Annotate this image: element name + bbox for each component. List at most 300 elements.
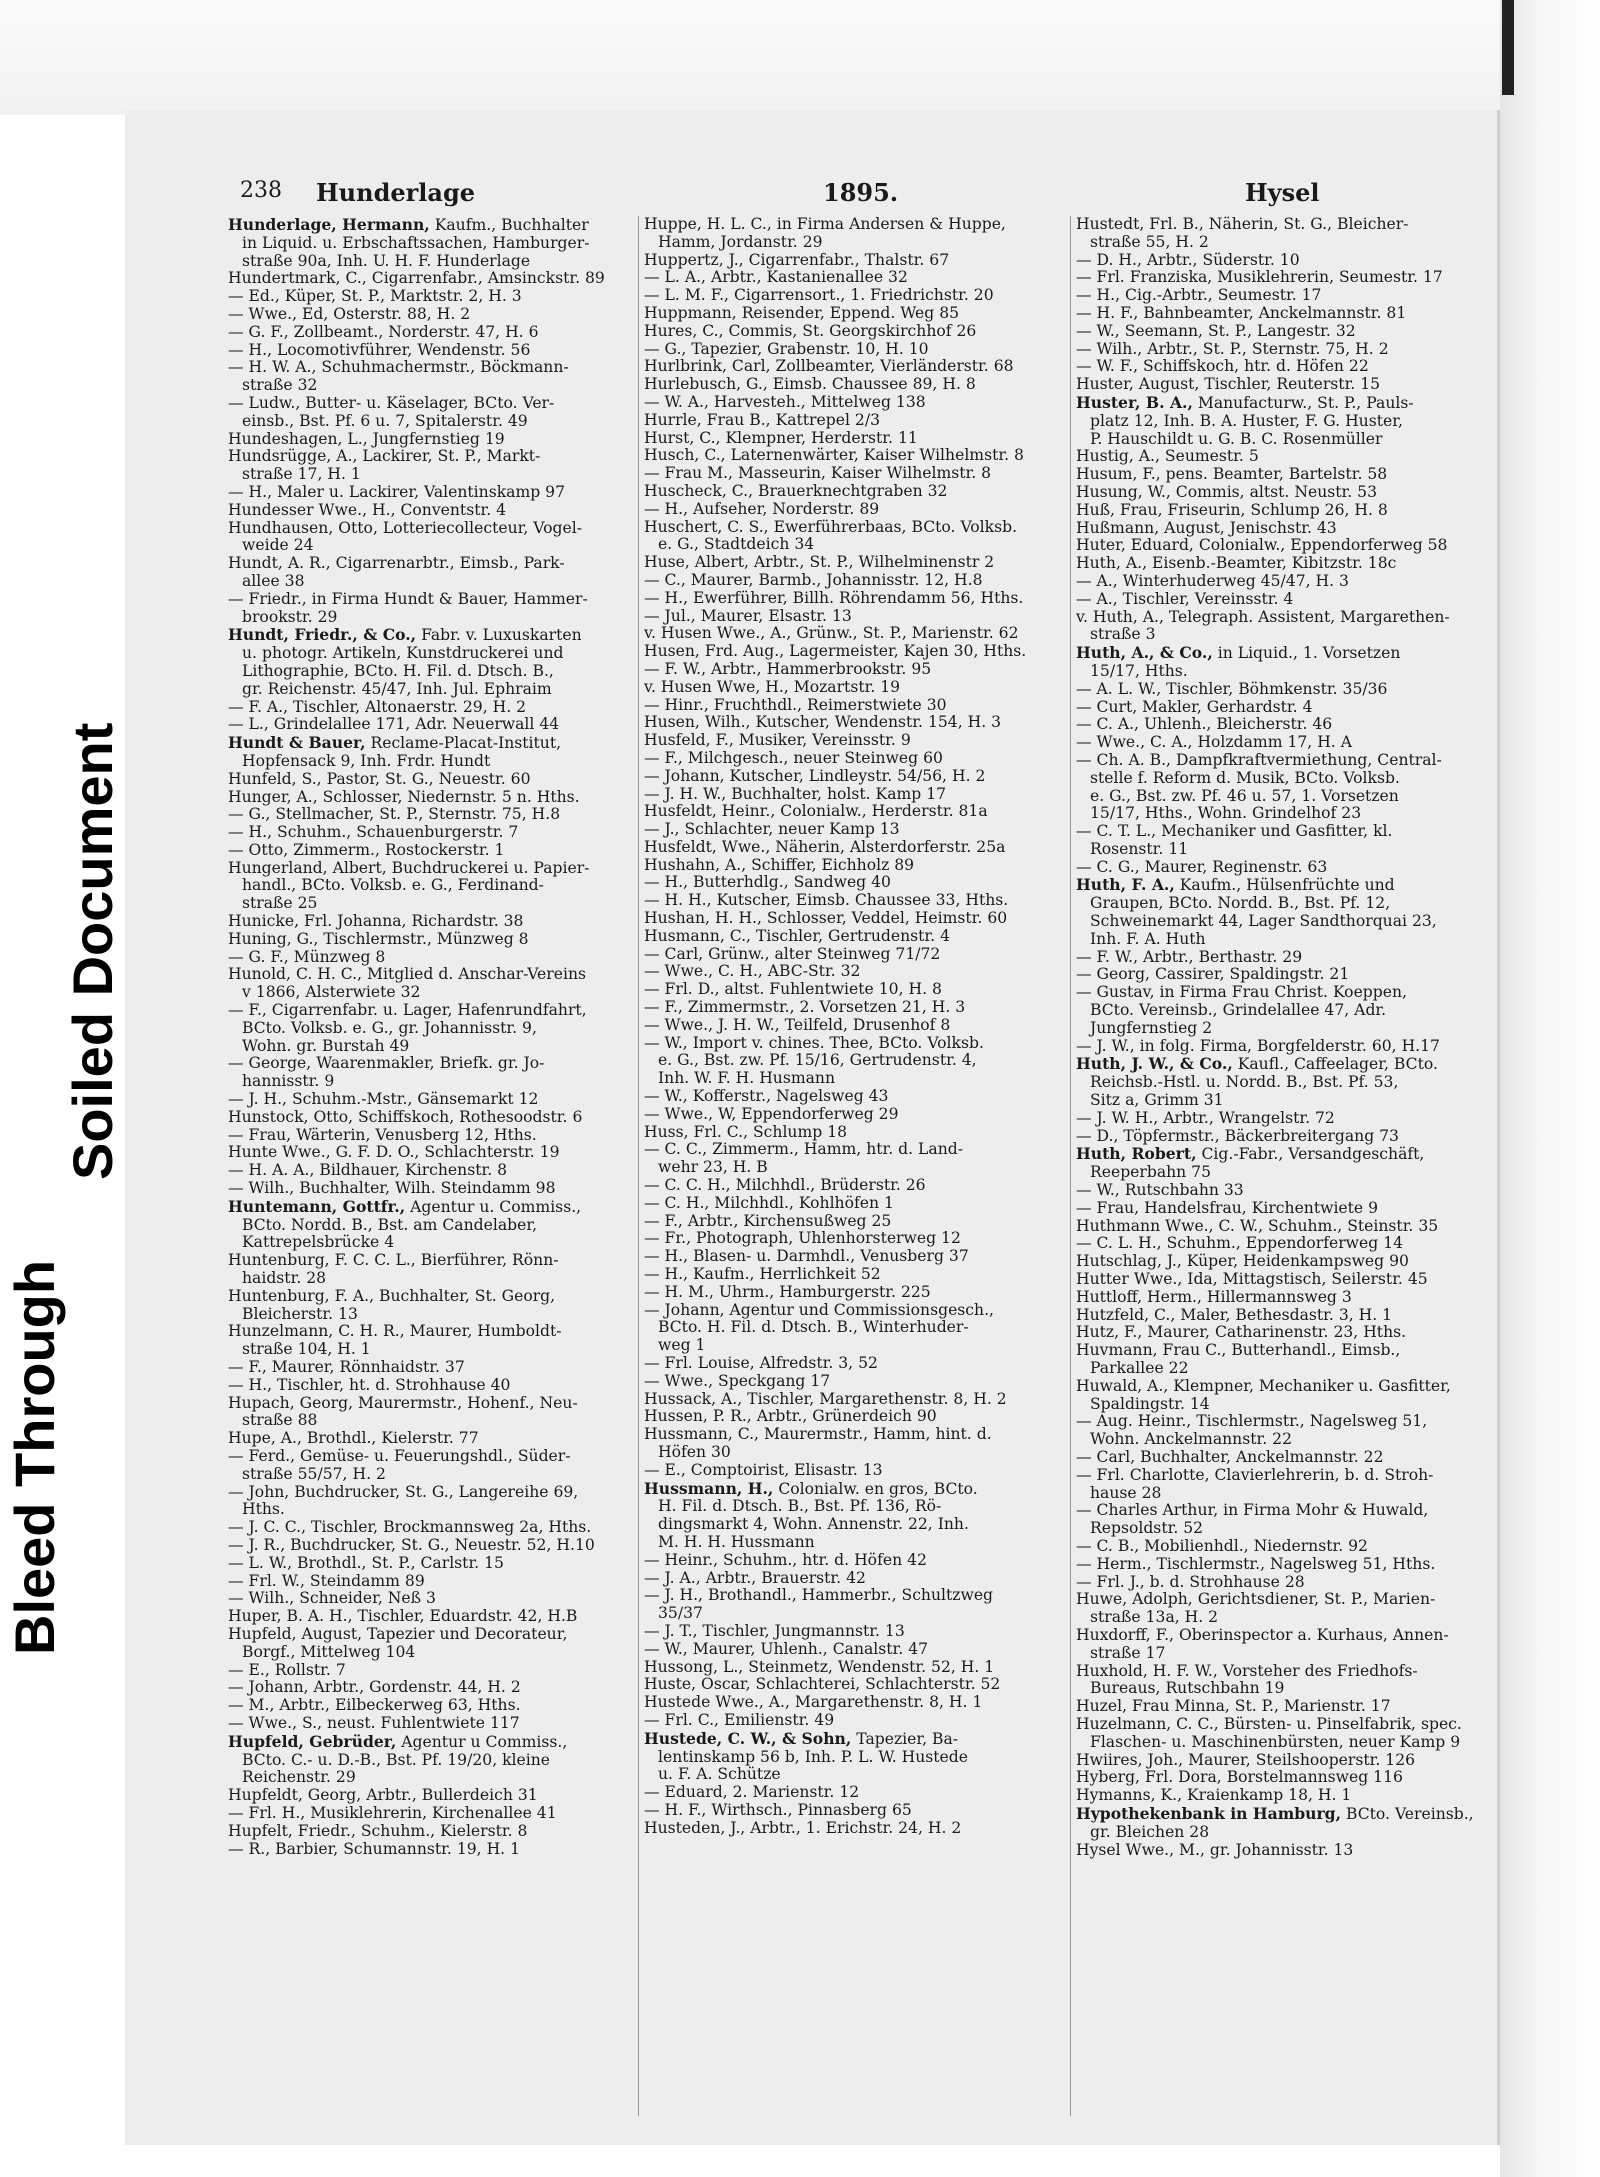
scan-edge-mark bbox=[1502, 0, 1514, 95]
directory-entry bbox=[644, 1587, 1074, 1605]
entry-text: Huxdorff, F., Oberinspector a. Kurhaus, Annen- bbox=[1076, 1626, 1449, 1644]
entry-text: Hamm, Jordanstr. 29 bbox=[658, 233, 823, 251]
entry-text: Hundhausen, Otto, Lotteriecollecteur, Vogel- bbox=[228, 519, 582, 537]
entry-text: — Friedr., in Firma Hundt & Bauer, Hammer- bbox=[228, 590, 588, 608]
directory-entry bbox=[644, 1213, 1074, 1231]
directory-entry bbox=[228, 1055, 658, 1073]
entry-text: — C., Maurer, Barmb., Johannisstr. 12, H.8 bbox=[644, 571, 983, 589]
entry-text: — Georg, Cassirer, Spaldingstr. 21 bbox=[1076, 966, 1350, 984]
directory-entry bbox=[644, 1659, 1074, 1677]
entry-continuation bbox=[644, 1534, 1074, 1552]
entry-continuation bbox=[228, 753, 658, 771]
directory-entry bbox=[228, 1805, 658, 1823]
entry-continuation bbox=[1076, 1734, 1492, 1752]
entry-text: Agentur u Commiss., bbox=[396, 1732, 568, 1751]
directory-entry bbox=[228, 626, 658, 645]
entry-text: Reichenstr. 29 bbox=[242, 1769, 356, 1787]
entry-continuation bbox=[1076, 1360, 1492, 1378]
directory-entry bbox=[644, 732, 1074, 750]
entry-text: Bleicherstr. 13 bbox=[242, 1305, 358, 1323]
directory-entry bbox=[228, 448, 658, 466]
entry-text: — J., Schlachter, neuer Kamp 13 bbox=[644, 821, 900, 839]
entry-text: in Liquid. u. Erbschaftssachen, Hamburger- bbox=[242, 234, 590, 252]
entry-continuation bbox=[1076, 1020, 1492, 1038]
entry-text: Huwe, Adolph, Gerichtsdiener, St. P., Marien- bbox=[1076, 1591, 1436, 1609]
entry-text: weide 24 bbox=[242, 537, 314, 555]
directory-entry bbox=[228, 842, 658, 860]
directory-entry bbox=[644, 857, 1074, 875]
entry-continuation bbox=[1076, 1680, 1492, 1698]
directory-entry bbox=[1076, 216, 1492, 234]
directory-entry bbox=[228, 1288, 658, 1306]
entry-text: — H. H., Kutscher, Eimsb. Chaussee 33, Hths. bbox=[644, 892, 1009, 910]
directory-entry bbox=[1076, 341, 1492, 359]
directory-entry bbox=[644, 697, 1074, 715]
directory-entry bbox=[1076, 1467, 1492, 1485]
entry-text: — C. C. H., Milchhdl., Brüderstr. 26 bbox=[644, 1177, 926, 1195]
entry-text: Colonialw. en gros, BCto. bbox=[773, 1479, 978, 1498]
directory-entry bbox=[228, 1679, 658, 1697]
entry-text: u. photogr. Artikeln, Kunstdruckerei und bbox=[242, 645, 564, 663]
entry-text: gr. Reichenstr. 45/47, Inh. Jul. Ephraim bbox=[242, 680, 552, 698]
entry-text: straße 88 bbox=[242, 1412, 318, 1430]
entry-text: Kattrepelsbrücke 4 bbox=[242, 1234, 395, 1252]
entry-continuation bbox=[644, 1749, 1074, 1767]
entry-text: — D., Töpfermstr., Bäckerbreitergang 73 bbox=[1076, 1127, 1399, 1145]
scan-right-margin bbox=[1500, 0, 1600, 2177]
entry-text: — H., Blasen- u. Darmhdl., Venusberg 37 bbox=[644, 1248, 969, 1266]
entry-text: Tapezier, Ba- bbox=[851, 1729, 959, 1748]
entry-text: haidstr. 28 bbox=[242, 1270, 327, 1288]
entry-text: Hunfeld, S., Pastor, St. G., Neuestr. 60 bbox=[228, 770, 531, 788]
entry-text: Hunte Wwe., G. F. D. O., Schlachterstr. 19 bbox=[228, 1144, 560, 1162]
directory-entry bbox=[1076, 876, 1492, 895]
entry-text: Huning, G., Tischlermstr., Münzweg 8 bbox=[228, 930, 529, 948]
entry-text: straße 90a, Inh. U. H. F. Hunderlage bbox=[242, 252, 531, 270]
entry-continuation bbox=[228, 895, 658, 913]
directory-entry bbox=[644, 323, 1074, 341]
entry-continuation bbox=[228, 1752, 658, 1770]
directory-entry bbox=[228, 359, 658, 377]
entry-text: — Gustav, in Firma Frau Christ. Koeppen, bbox=[1076, 984, 1407, 1002]
entry-text: allee 38 bbox=[242, 572, 305, 590]
entry-text: Hopfensack 9, Inh. Frdr. Hundt bbox=[242, 752, 491, 770]
entry-text: BCto. C.- u. D.-B., Bst. Pf. 19/20, kleine bbox=[242, 1751, 551, 1769]
entry-text: — J. A., Arbtr., Brauerstr. 42 bbox=[644, 1569, 866, 1587]
entry-text: Huter, Eduard, Colonialw., Eppendorferweg 58 bbox=[1076, 537, 1448, 555]
entry-text: Hyberg, Frl. Dora, Borstelmannsweg 116 bbox=[1076, 1769, 1403, 1787]
directory-entry bbox=[228, 1162, 658, 1180]
directory-entry bbox=[1076, 537, 1492, 555]
entry-text: Reichsb.-Hstl. u. Nordd. B., Bst. Pf. 53, bbox=[1090, 1074, 1399, 1092]
directory-entry bbox=[228, 1608, 658, 1626]
directory-entry bbox=[644, 803, 1074, 821]
entry-continuation bbox=[1076, 1396, 1492, 1414]
entry-text: v. Husen Wwe., A., Grünw., St. P., Marienstr. 62 bbox=[644, 625, 1019, 643]
directory-entry bbox=[644, 1802, 1074, 1820]
directory-entry bbox=[1076, 555, 1492, 573]
entry-text: — Frl. H., Musiklehrerin, Kirchenallee 41 bbox=[228, 1804, 557, 1822]
entry-text: Hußmann, August, Jenischstr. 43 bbox=[1076, 519, 1337, 537]
directory-entry bbox=[1076, 394, 1492, 413]
entry-continuation bbox=[1076, 1824, 1492, 1842]
directory-entry bbox=[1076, 823, 1492, 841]
entry-continuation bbox=[228, 681, 658, 699]
entry-text: — Johann, Agentur und Commissionsgesch., bbox=[644, 1301, 994, 1319]
directory-entry bbox=[228, 1573, 658, 1591]
directory-entry bbox=[228, 699, 658, 717]
directory-entry bbox=[644, 1106, 1074, 1124]
directory-entry bbox=[644, 608, 1074, 626]
entry-firm-name: Hypothekenbank in Hamburg, bbox=[1076, 1804, 1342, 1823]
directory-entry bbox=[644, 981, 1074, 999]
directory-entry bbox=[1076, 966, 1492, 984]
directory-entry bbox=[644, 786, 1074, 804]
entry-continuation bbox=[228, 377, 658, 395]
entry-continuation bbox=[644, 1516, 1074, 1534]
entry-continuation bbox=[644, 1337, 1074, 1355]
entry-text: — W. F., Schiffskoch, htr. d. Höfen 22 bbox=[1076, 358, 1369, 376]
entry-continuation bbox=[228, 235, 658, 253]
entry-text: Reclame-Placat-Institut, bbox=[365, 734, 562, 753]
entry-text: Hurrle, Frau B., Kattrepel 2/3 bbox=[644, 411, 880, 429]
directory-entry bbox=[644, 874, 1074, 892]
entry-text: — Ludw., Butter- u. Käselager, BCto. Ver- bbox=[228, 394, 555, 412]
entry-text: 15/17, Hths., Wohn. Grindelhof 23 bbox=[1090, 805, 1362, 823]
entry-continuation bbox=[228, 663, 658, 681]
directory-entry bbox=[228, 734, 658, 753]
entry-text: BCto. Vereinsb., bbox=[1341, 1804, 1474, 1823]
entry-text: — John, Buchdrucker, St. G., Langereihe 69, bbox=[228, 1483, 579, 1501]
entry-text: Huwald, A., Klempner, Mechaniker u. Gasfitter, bbox=[1076, 1377, 1451, 1395]
entry-text: Hunold, C. H. C., Mitglied d. Anschar-Vereins bbox=[228, 966, 586, 984]
entry-continuation bbox=[644, 536, 1074, 554]
entry-continuation bbox=[644, 1052, 1074, 1070]
entry-text: — M., Arbtr., Eilbeckerweg 63, Hths. bbox=[228, 1697, 521, 1715]
running-header bbox=[240, 178, 1490, 212]
directory-entry bbox=[1076, 1769, 1492, 1787]
directory-entry bbox=[644, 999, 1074, 1017]
entry-text: — G. F., Zollbeamt., Norderstr. 47, H. 6 bbox=[228, 323, 539, 341]
entry-text: v. Husen Wwe, H., Mozartstr. 19 bbox=[644, 678, 901, 696]
directory-entry bbox=[644, 252, 1074, 270]
entry-text: Hutz, F., Maurer, Catharinenstr. 23, Hths. bbox=[1076, 1324, 1407, 1342]
directory-entry bbox=[228, 1395, 658, 1413]
directory-entry bbox=[228, 270, 658, 288]
entry-text: e. G., Bst. zw. Pf. 46 u. 57, 1. Vorsetzen bbox=[1090, 787, 1399, 805]
directory-entry bbox=[228, 771, 658, 789]
entry-text: Huscheck, C., Brauerknechtgraben 32 bbox=[644, 482, 948, 500]
directory-entry bbox=[228, 716, 658, 734]
directory-entry bbox=[644, 1355, 1074, 1373]
entry-text: — J. H. W., Buchhalter, holst. Kamp 17 bbox=[644, 785, 947, 803]
entry-text: einsb., Bst. Pf. 6 u. 7, Spitalerstr. 49 bbox=[242, 412, 528, 430]
directory-entry bbox=[228, 1823, 658, 1841]
soiled-document-label: Soiled Document bbox=[61, 722, 124, 1180]
directory-entry bbox=[228, 502, 658, 520]
entry-text: Hushahn, A., Schiffer, Eichholz 89 bbox=[644, 856, 915, 874]
directory-entry bbox=[1076, 323, 1492, 341]
directory-entry bbox=[228, 1787, 658, 1805]
entry-text: straße 17 bbox=[1090, 1644, 1166, 1662]
directory-entry bbox=[1076, 520, 1492, 538]
entry-text: Hurst, C., Klempner, Herderstr. 11 bbox=[644, 429, 918, 447]
directory-entry bbox=[228, 1198, 658, 1217]
entry-continuation bbox=[228, 413, 658, 431]
directory-entry bbox=[1076, 1145, 1492, 1164]
directory-entry bbox=[1076, 609, 1492, 627]
entry-text: — Charles Arthur, in Firma Mohr & Huwald, bbox=[1076, 1502, 1429, 1520]
entry-continuation bbox=[644, 1605, 1074, 1623]
entry-text: Hurlbrink, Carl, Zollbeamter, Vierländerstr. 68 bbox=[644, 358, 1014, 376]
entry-text: — H., Schuhm., Schauenburgerstr. 7 bbox=[228, 824, 519, 842]
entry-text: lentinskamp 56 b, Inh. P. L. W. Hustede bbox=[658, 1748, 968, 1766]
entry-text: Wohn. Anckelmannstr. 22 bbox=[1090, 1431, 1292, 1449]
directory-entry bbox=[1076, 1574, 1492, 1592]
directory-entry bbox=[1076, 716, 1492, 734]
entry-text: dingsmarkt 4, Wohn. Annenstr. 22, Inh. bbox=[658, 1516, 969, 1534]
entry-text: Huss, Frl. C., Schlump 18 bbox=[644, 1123, 848, 1141]
entry-text: — L. M. F., Cigarrensort., 1. Friedrichstr. 20 bbox=[644, 287, 994, 305]
entry-firm-name: Huster, B. A., bbox=[1076, 393, 1193, 412]
directory-entry bbox=[644, 1570, 1074, 1588]
directory-entry bbox=[644, 1820, 1074, 1838]
entry-text: — W., Rutschbahn 33 bbox=[1076, 1182, 1244, 1200]
directory-entry bbox=[644, 590, 1074, 608]
entry-continuation bbox=[644, 234, 1074, 252]
directory-entry bbox=[1076, 1182, 1492, 1200]
directory-entry bbox=[644, 1694, 1074, 1712]
entry-text: Hunicke, Frl. Johanna, Richardstr. 38 bbox=[228, 913, 524, 931]
entry-text: — Wwe., Speckgang 17 bbox=[644, 1372, 831, 1390]
entry-text: — George, Waarenmakler, Briefk. gr. Jo- bbox=[228, 1055, 545, 1073]
entry-continuation bbox=[1076, 413, 1492, 431]
entry-continuation bbox=[1076, 805, 1492, 823]
directory-entry bbox=[228, 1180, 658, 1198]
directory-column-3 bbox=[1076, 216, 1492, 2126]
directory-entry bbox=[644, 341, 1074, 359]
directory-entry bbox=[1076, 1842, 1492, 1860]
entry-text: — Aug. Heinr., Tischlermstr., Nagelsweg 51, bbox=[1076, 1413, 1428, 1431]
entry-text: Hustede Wwe., A., Margarethenstr. 8, H. 1 bbox=[644, 1694, 983, 1712]
entry-continuation bbox=[1076, 1431, 1492, 1449]
entry-text: straße 3 bbox=[1090, 626, 1156, 644]
entry-text: — H. M., Uhrm., Hamburgerstr. 225 bbox=[644, 1283, 931, 1301]
directory-entry bbox=[228, 1662, 658, 1680]
directory-entry bbox=[228, 1359, 658, 1377]
entry-text: — F., Maurer, Rönnhaidstr. 37 bbox=[228, 1359, 465, 1376]
entry-text: Kaufl., Caffeelager, BCto. bbox=[1232, 1055, 1438, 1074]
directory-entry bbox=[1076, 1253, 1492, 1271]
entry-text: — Wwe., Ed, Osterstr. 88, H. 2 bbox=[228, 305, 471, 323]
directory-entry bbox=[644, 714, 1074, 732]
entry-text: BCto. Volksb. e. G., gr. Johannisstr. 9, bbox=[242, 1019, 537, 1037]
entry-text: Graupen, BCto. Nordd. B., Bst. Pf. 12, bbox=[1090, 895, 1391, 913]
entry-text: — H., Tischler, ht. d. Strohhause 40 bbox=[228, 1376, 511, 1394]
directory-entry bbox=[228, 1252, 658, 1270]
entry-text: Hundsrügge, A., Lackirer, St. P., Markt- bbox=[228, 448, 541, 466]
entry-text: — L. W., Brothdl., St. P., Carlstr. 15 bbox=[228, 1554, 504, 1572]
entry-continuation bbox=[1076, 1002, 1492, 1020]
directory-entry bbox=[644, 1302, 1074, 1320]
directory-entry bbox=[1076, 305, 1492, 323]
entry-text: Hundertmark, C., Cigarrenfabr., Amsinckstr. 89 bbox=[228, 270, 605, 288]
directory-entry bbox=[644, 1088, 1074, 1106]
directory-entry bbox=[228, 949, 658, 967]
directory-entry bbox=[1076, 644, 1492, 663]
entry-text: Hunstock, Otto, Schiffskoch, Rothesoodstr. 6 bbox=[228, 1108, 583, 1126]
entry-text: — R., Barbier, Schumannstr. 19, H. 1 bbox=[228, 1840, 521, 1858]
entry-continuation bbox=[1076, 234, 1492, 252]
entry-text: — G., Stellmacher, St. P., Sternstr. 75, H.8 bbox=[228, 806, 561, 824]
entry-text: Borgf., Mittelweg 104 bbox=[242, 1643, 416, 1661]
directory-entry bbox=[1076, 1413, 1492, 1431]
entry-text: — Wwe., J. H. W., Teilfeld, Drusenhof 8 bbox=[644, 1016, 951, 1034]
directory-entry bbox=[1076, 1128, 1492, 1146]
entry-text: platz 12, Inh. B. A. Huster, F. G. Huster, bbox=[1090, 412, 1403, 430]
entry-text: Jungfernstieg 2 bbox=[1090, 1019, 1213, 1037]
entry-text: Huntenburg, F. C. C. L., Bierführer, Rönn- bbox=[228, 1252, 559, 1270]
directory-entry bbox=[1076, 1235, 1492, 1253]
directory-entry bbox=[644, 447, 1074, 465]
entry-text: Huppe, H. L. C., in Firma Andersen & Huppe, bbox=[644, 216, 1006, 233]
entry-text: straße 104, H. 1 bbox=[242, 1341, 371, 1359]
directory-entry bbox=[644, 430, 1074, 448]
entry-continuation bbox=[1076, 770, 1492, 788]
entry-text: — F., Cigarrenfabr. u. Lager, Hafenrundfahrt, bbox=[228, 1002, 587, 1020]
entry-text: Hundesser Wwe., H., Conventstr. 4 bbox=[228, 501, 507, 519]
directory-entry bbox=[228, 1430, 658, 1448]
directory-entry bbox=[1076, 269, 1492, 287]
directory-entry bbox=[1076, 1698, 1492, 1716]
directory-entry bbox=[228, 789, 658, 807]
entry-text: — F. W., Arbtr., Hammerbrookstr. 95 bbox=[644, 660, 932, 678]
entry-text: Hures, C., Commis, St. Georgskirchhof 26 bbox=[644, 322, 977, 340]
entry-text: Bureaus, Rutschbahn 19 bbox=[1090, 1680, 1285, 1698]
entry-text: Inh. W. F. H. Husmann bbox=[658, 1070, 836, 1088]
directory-entry bbox=[1076, 1716, 1492, 1734]
header-first-entry: Hunderlage bbox=[316, 178, 475, 207]
directory-entry bbox=[1076, 1787, 1492, 1805]
entry-text: — L. A., Arbtr., Kastanienallee 32 bbox=[644, 269, 908, 287]
entry-text: Hupfelt, Friedr., Schuhm., Kielerstr. 8 bbox=[228, 1822, 528, 1840]
directory-entry bbox=[644, 892, 1074, 910]
entry-text: Höfen 30 bbox=[658, 1443, 731, 1461]
entry-text: Huth, A., Eisenb.-Beamter, Kibitzstr. 18c bbox=[1076, 555, 1397, 573]
entry-text: Husen, Frd. Aug., Lagermeister, Kajen 30, Hths. bbox=[644, 643, 1027, 661]
entry-continuation bbox=[1076, 663, 1492, 681]
entry-text: — J. C. C., Tischler, Brockmannsweg 2a, Hths. bbox=[228, 1519, 592, 1537]
directory-entry bbox=[228, 342, 658, 360]
entry-text: — H. F., Wirthsch., Pinnasberg 65 bbox=[644, 1801, 912, 1819]
directory-entry bbox=[644, 519, 1074, 537]
directory-entry bbox=[1076, 358, 1492, 376]
entry-text: — A., Winterhuderweg 45/47, H. 3 bbox=[1076, 572, 1349, 590]
entry-text: Husfeldt, Heinr., Colonialw., Herderstr. 81a bbox=[644, 803, 988, 821]
directory-entry bbox=[228, 395, 658, 413]
directory-entry bbox=[1076, 699, 1492, 717]
directory-entry bbox=[644, 1266, 1074, 1284]
entry-text: v 1866, Alsterwiete 32 bbox=[242, 984, 421, 1002]
directory-entry bbox=[644, 1373, 1074, 1391]
entry-continuation bbox=[228, 1217, 658, 1235]
entry-text: Lithographie, BCto. H. Fil. d. Dtsch. B., bbox=[242, 662, 554, 680]
entry-text: Huthmann Wwe., C. W., Schuhm., Steinstr. 35 bbox=[1076, 1217, 1439, 1235]
entry-firm-name: Huth, F. A., bbox=[1076, 876, 1175, 895]
directory-entry bbox=[1076, 252, 1492, 270]
directory-entry bbox=[644, 679, 1074, 697]
entry-text: Huste, Oscar, Schlachterei, Schlachterstr. 52 bbox=[644, 1676, 1001, 1694]
page-number: 238 bbox=[240, 178, 282, 203]
entry-text: Schweinemarkt 44, Lager Sandthorquai 23, bbox=[1090, 913, 1437, 931]
entry-text: Huschert, C. S., Ewerführerbaas, BCto. Volksb. bbox=[644, 518, 1018, 536]
entry-continuation bbox=[1076, 788, 1492, 806]
directory-entry bbox=[228, 860, 658, 878]
entry-text: — C. H., Milchhdl., Kohlhöfen 1 bbox=[644, 1194, 894, 1212]
entry-text: — Johann, Kutscher, Lindleystr. 54/56, H. 2 bbox=[644, 767, 986, 785]
directory-entry bbox=[644, 946, 1074, 964]
directory-entry bbox=[228, 1127, 658, 1145]
entry-text: Hustig, A., Seumestr. 5 bbox=[1076, 448, 1259, 466]
entry-text: — J. R., Buchdrucker, St. G., Neuestr. 52, H.10 bbox=[228, 1536, 595, 1554]
entry-continuation bbox=[1076, 1520, 1492, 1538]
directory-entry bbox=[228, 1697, 658, 1715]
entry-text: — C. B., Mobilienhdl., Niedernstr. 92 bbox=[1076, 1537, 1368, 1555]
entry-text: Husen, Wilh., Kutscher, Wendenstr. 154, H. 3 bbox=[644, 714, 1002, 732]
entry-text: Husch, C., Laternenwärter, Kaiser Wilhelmstr. 8 bbox=[644, 447, 1024, 465]
entry-text: — Frl. D., altst. Fuhlentwiete 10, H. 8 bbox=[644, 981, 942, 999]
directory-entry bbox=[1076, 1627, 1492, 1645]
directory-entry bbox=[1076, 1449, 1492, 1467]
entry-text: Huzelmann, C. C., Bürsten- u. Pinselfabrik, spec. bbox=[1076, 1715, 1462, 1733]
entry-text: — Frl. Franziska, Musiklehrerin, Seumestr. 17 bbox=[1076, 269, 1443, 287]
entry-text: Husmann, C., Tischler, Gertrudenstr. 4 bbox=[644, 927, 951, 945]
entry-text: hause 28 bbox=[1090, 1484, 1162, 1502]
entry-text: straße 55/57, H. 2 bbox=[242, 1465, 386, 1483]
entry-text: Huppertz, J., Cigarrenfabr., Thalstr. 67 bbox=[644, 251, 950, 269]
entry-text: Hurlebusch, G., Eimsb. Chaussee 89, H. 8 bbox=[644, 376, 976, 394]
entry-text: — J. T., Tischler, Jungmannstr. 13 bbox=[644, 1622, 905, 1640]
directory-entry bbox=[1076, 681, 1492, 699]
entry-text: — A. L. W., Tischler, Böhmkenstr. 35/36 bbox=[1076, 680, 1388, 698]
entry-text: Huper, B. A. H., Tischler, Eduardstr. 42, H.B bbox=[228, 1608, 578, 1626]
directory-entry bbox=[644, 501, 1074, 519]
directory-entry bbox=[644, 305, 1074, 323]
entry-firm-name: Huth, J. W., & Co., bbox=[1076, 1055, 1233, 1074]
entry-firm-name: Hussmann, H., bbox=[644, 1479, 774, 1498]
entry-text: handl., BCto. Volksb. e. G., Ferdinand- bbox=[242, 877, 544, 895]
entry-continuation bbox=[228, 1306, 658, 1324]
entry-text: — Wilh., Arbtr., St. P., Sternstr. 75, H. 2 bbox=[1076, 340, 1389, 358]
entry-text: v. Huth, A., Telegraph. Assistent, Margarethen- bbox=[1076, 608, 1450, 626]
entry-text: Manufacturw., St. P., Pauls- bbox=[1192, 393, 1414, 412]
directory-entry bbox=[228, 913, 658, 931]
directory-entry bbox=[644, 661, 1074, 679]
directory-entry bbox=[644, 412, 1074, 430]
entry-text: Kaufm., Buchhalter bbox=[429, 216, 589, 234]
entry-text: stelle f. Reform d. Musik, BCto. Volksb. bbox=[1090, 769, 1400, 787]
entry-text: — Ferd., Gemüse- u. Feuerungshdl., Süder- bbox=[228, 1447, 571, 1465]
directory-entry bbox=[1076, 376, 1492, 394]
directory-entry bbox=[1076, 591, 1492, 609]
entry-text: Hushan, H. H., Schlosser, Veddel, Heimstr. 60 bbox=[644, 910, 1008, 928]
directory-entry bbox=[644, 376, 1074, 394]
entry-text: — H., Butterhdlg., Sandweg 40 bbox=[644, 874, 891, 892]
entry-continuation bbox=[228, 1341, 658, 1359]
entry-text: — Frl. Charlotte, Clavierlehrerin, b. d. Stroh- bbox=[1076, 1466, 1434, 1484]
directory-entry bbox=[1076, 752, 1492, 770]
directory-entry bbox=[1076, 466, 1492, 484]
